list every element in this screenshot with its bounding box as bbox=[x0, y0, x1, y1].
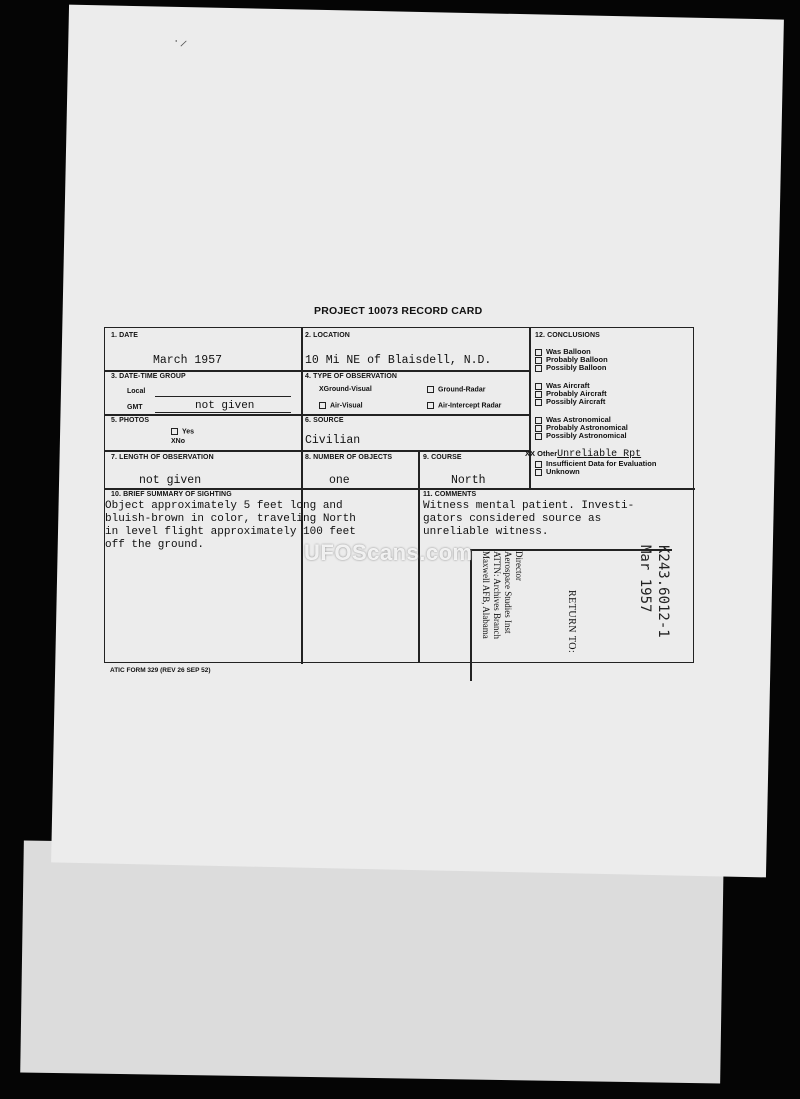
local-line bbox=[155, 396, 291, 397]
type-air-visual: Air-Visual bbox=[319, 402, 363, 409]
conclusions-label: 12. CONCLUSIONS bbox=[535, 332, 600, 339]
type-air-intercept-radar: Air-Intercept Radar bbox=[427, 402, 501, 409]
local-label: Local bbox=[127, 388, 146, 395]
source-value: Civilian bbox=[305, 434, 361, 447]
date-label: 1. DATE bbox=[111, 332, 139, 339]
gmt-label: GMT bbox=[127, 404, 143, 411]
checked-mark: XX bbox=[525, 449, 536, 458]
lower-sheet bbox=[20, 841, 724, 1084]
conclusion-insufficient-data: Insufficient Data for Evaluation bbox=[535, 460, 656, 468]
checkbox bbox=[535, 425, 542, 432]
divider bbox=[529, 328, 531, 490]
objects-label: 8. NUMBER OF OBJECTS bbox=[305, 454, 393, 461]
location-label: 2. LOCATION bbox=[305, 332, 350, 339]
checkbox bbox=[535, 349, 542, 356]
conclusion-was-balloon: Was Balloon bbox=[535, 348, 591, 356]
comments-text bbox=[423, 500, 693, 539]
form-number: ATIC FORM 329 (REV 26 SEP 52) bbox=[110, 667, 211, 674]
checkbox bbox=[535, 417, 542, 424]
checkbox bbox=[535, 357, 542, 364]
record-card-area bbox=[104, 305, 698, 685]
type-label: 4. TYPE OF OBSERVATION bbox=[305, 373, 398, 380]
conclusion-unknown: Unknown bbox=[535, 468, 580, 476]
comments-label: 11. COMMENTS bbox=[423, 491, 477, 498]
conclusion-probably-aircraft: Probably Aircraft bbox=[535, 390, 607, 398]
handwritten-date: Mar 1957 bbox=[637, 545, 653, 613]
date-value: March 1957 bbox=[153, 354, 223, 367]
divider bbox=[105, 370, 529, 372]
course-label: 9. COURSE bbox=[423, 454, 462, 461]
stamp-line: ATTN: Archives Branch bbox=[492, 551, 502, 639]
type-ground-radar: Ground-Radar bbox=[427, 386, 485, 393]
conclusion-was-aircraft: Was Aircraft bbox=[535, 382, 590, 390]
type-ground-visual: XGround-Visual bbox=[319, 386, 372, 393]
length-value: not given bbox=[139, 474, 202, 487]
divider bbox=[105, 450, 529, 452]
corner-mark: ˙⸍ bbox=[174, 38, 188, 57]
gmt-line bbox=[155, 412, 291, 413]
dtg-label: 3. DATE-TIME GROUP bbox=[111, 373, 186, 380]
checkbox bbox=[427, 386, 434, 393]
source-label: 6. SOURCE bbox=[305, 417, 344, 424]
stamp-address bbox=[481, 551, 524, 676]
summary-line: bluish-brown in color, traveling North bbox=[105, 513, 356, 525]
checked-mark: X bbox=[319, 386, 324, 393]
checked-mark: X bbox=[171, 438, 176, 445]
checkbox bbox=[535, 391, 542, 398]
photos-no: XNo bbox=[171, 438, 186, 445]
stamp-line: Aerospace Studies Inst bbox=[503, 551, 513, 634]
card-title: PROJECT 10073 RECORD CARD bbox=[314, 305, 483, 317]
stamp-line: Maxwell AFB, Alabama bbox=[481, 551, 491, 639]
handwritten-reference bbox=[636, 545, 672, 638]
course-value: North bbox=[451, 474, 486, 487]
stamp-return-to: RETURN TO: bbox=[566, 590, 577, 654]
photos-yes: Yes bbox=[171, 428, 194, 435]
summary-line: in level flight approximately 100 feet bbox=[105, 526, 356, 538]
stamp-line: Director bbox=[514, 551, 524, 581]
objects-value: one bbox=[329, 474, 350, 487]
conclusion-probably-astronomical: Probably Astronomical bbox=[535, 424, 628, 432]
checkbox bbox=[427, 402, 434, 409]
watermark: UFOScans.com bbox=[304, 540, 473, 565]
conclusion-other: XX OtherUnreliable Rpt bbox=[525, 449, 642, 460]
comments-line: unreliable witness. bbox=[423, 526, 549, 538]
conclusion-possibly-aircraft: Possibly Aircraft bbox=[535, 398, 605, 406]
conclusion-was-astronomical: Was Astronomical bbox=[535, 416, 611, 424]
comments-line: gators considered source as bbox=[423, 513, 602, 525]
gmt-value: not given bbox=[195, 400, 255, 412]
divider bbox=[301, 328, 303, 664]
location-value: 10 Mi NE of Blaisdell, N.D. bbox=[305, 354, 492, 367]
photos-label: 5. PHOTOS bbox=[111, 417, 150, 424]
checkbox bbox=[535, 383, 542, 390]
checkbox bbox=[535, 365, 542, 372]
conclusion-possibly-astronomical: Possibly Astronomical bbox=[535, 432, 627, 440]
divider bbox=[105, 488, 695, 490]
checkbox bbox=[535, 461, 542, 468]
checkbox bbox=[535, 399, 542, 406]
conclusion-probably-balloon: Probably Balloon bbox=[535, 356, 608, 364]
comments-line: Witness mental patient. Investi- bbox=[423, 500, 635, 512]
summary-label: 10. BRIEF SUMMARY OF SIGHTING bbox=[111, 491, 232, 498]
conclusion-possibly-balloon: Possibly Balloon bbox=[535, 364, 606, 372]
handwritten-ref: K243.6012-1 bbox=[655, 545, 671, 638]
checkbox bbox=[535, 469, 542, 476]
checkbox bbox=[171, 428, 178, 435]
length-label: 7. LENGTH OF OBSERVATION bbox=[111, 454, 214, 461]
checkbox bbox=[319, 402, 326, 409]
other-value: Unreliable Rpt bbox=[557, 449, 642, 460]
summary-line: Object approximately 5 feet long and bbox=[105, 500, 343, 512]
summary-line: off the ground. bbox=[105, 539, 205, 551]
checkbox bbox=[535, 433, 542, 440]
divider bbox=[105, 414, 529, 416]
